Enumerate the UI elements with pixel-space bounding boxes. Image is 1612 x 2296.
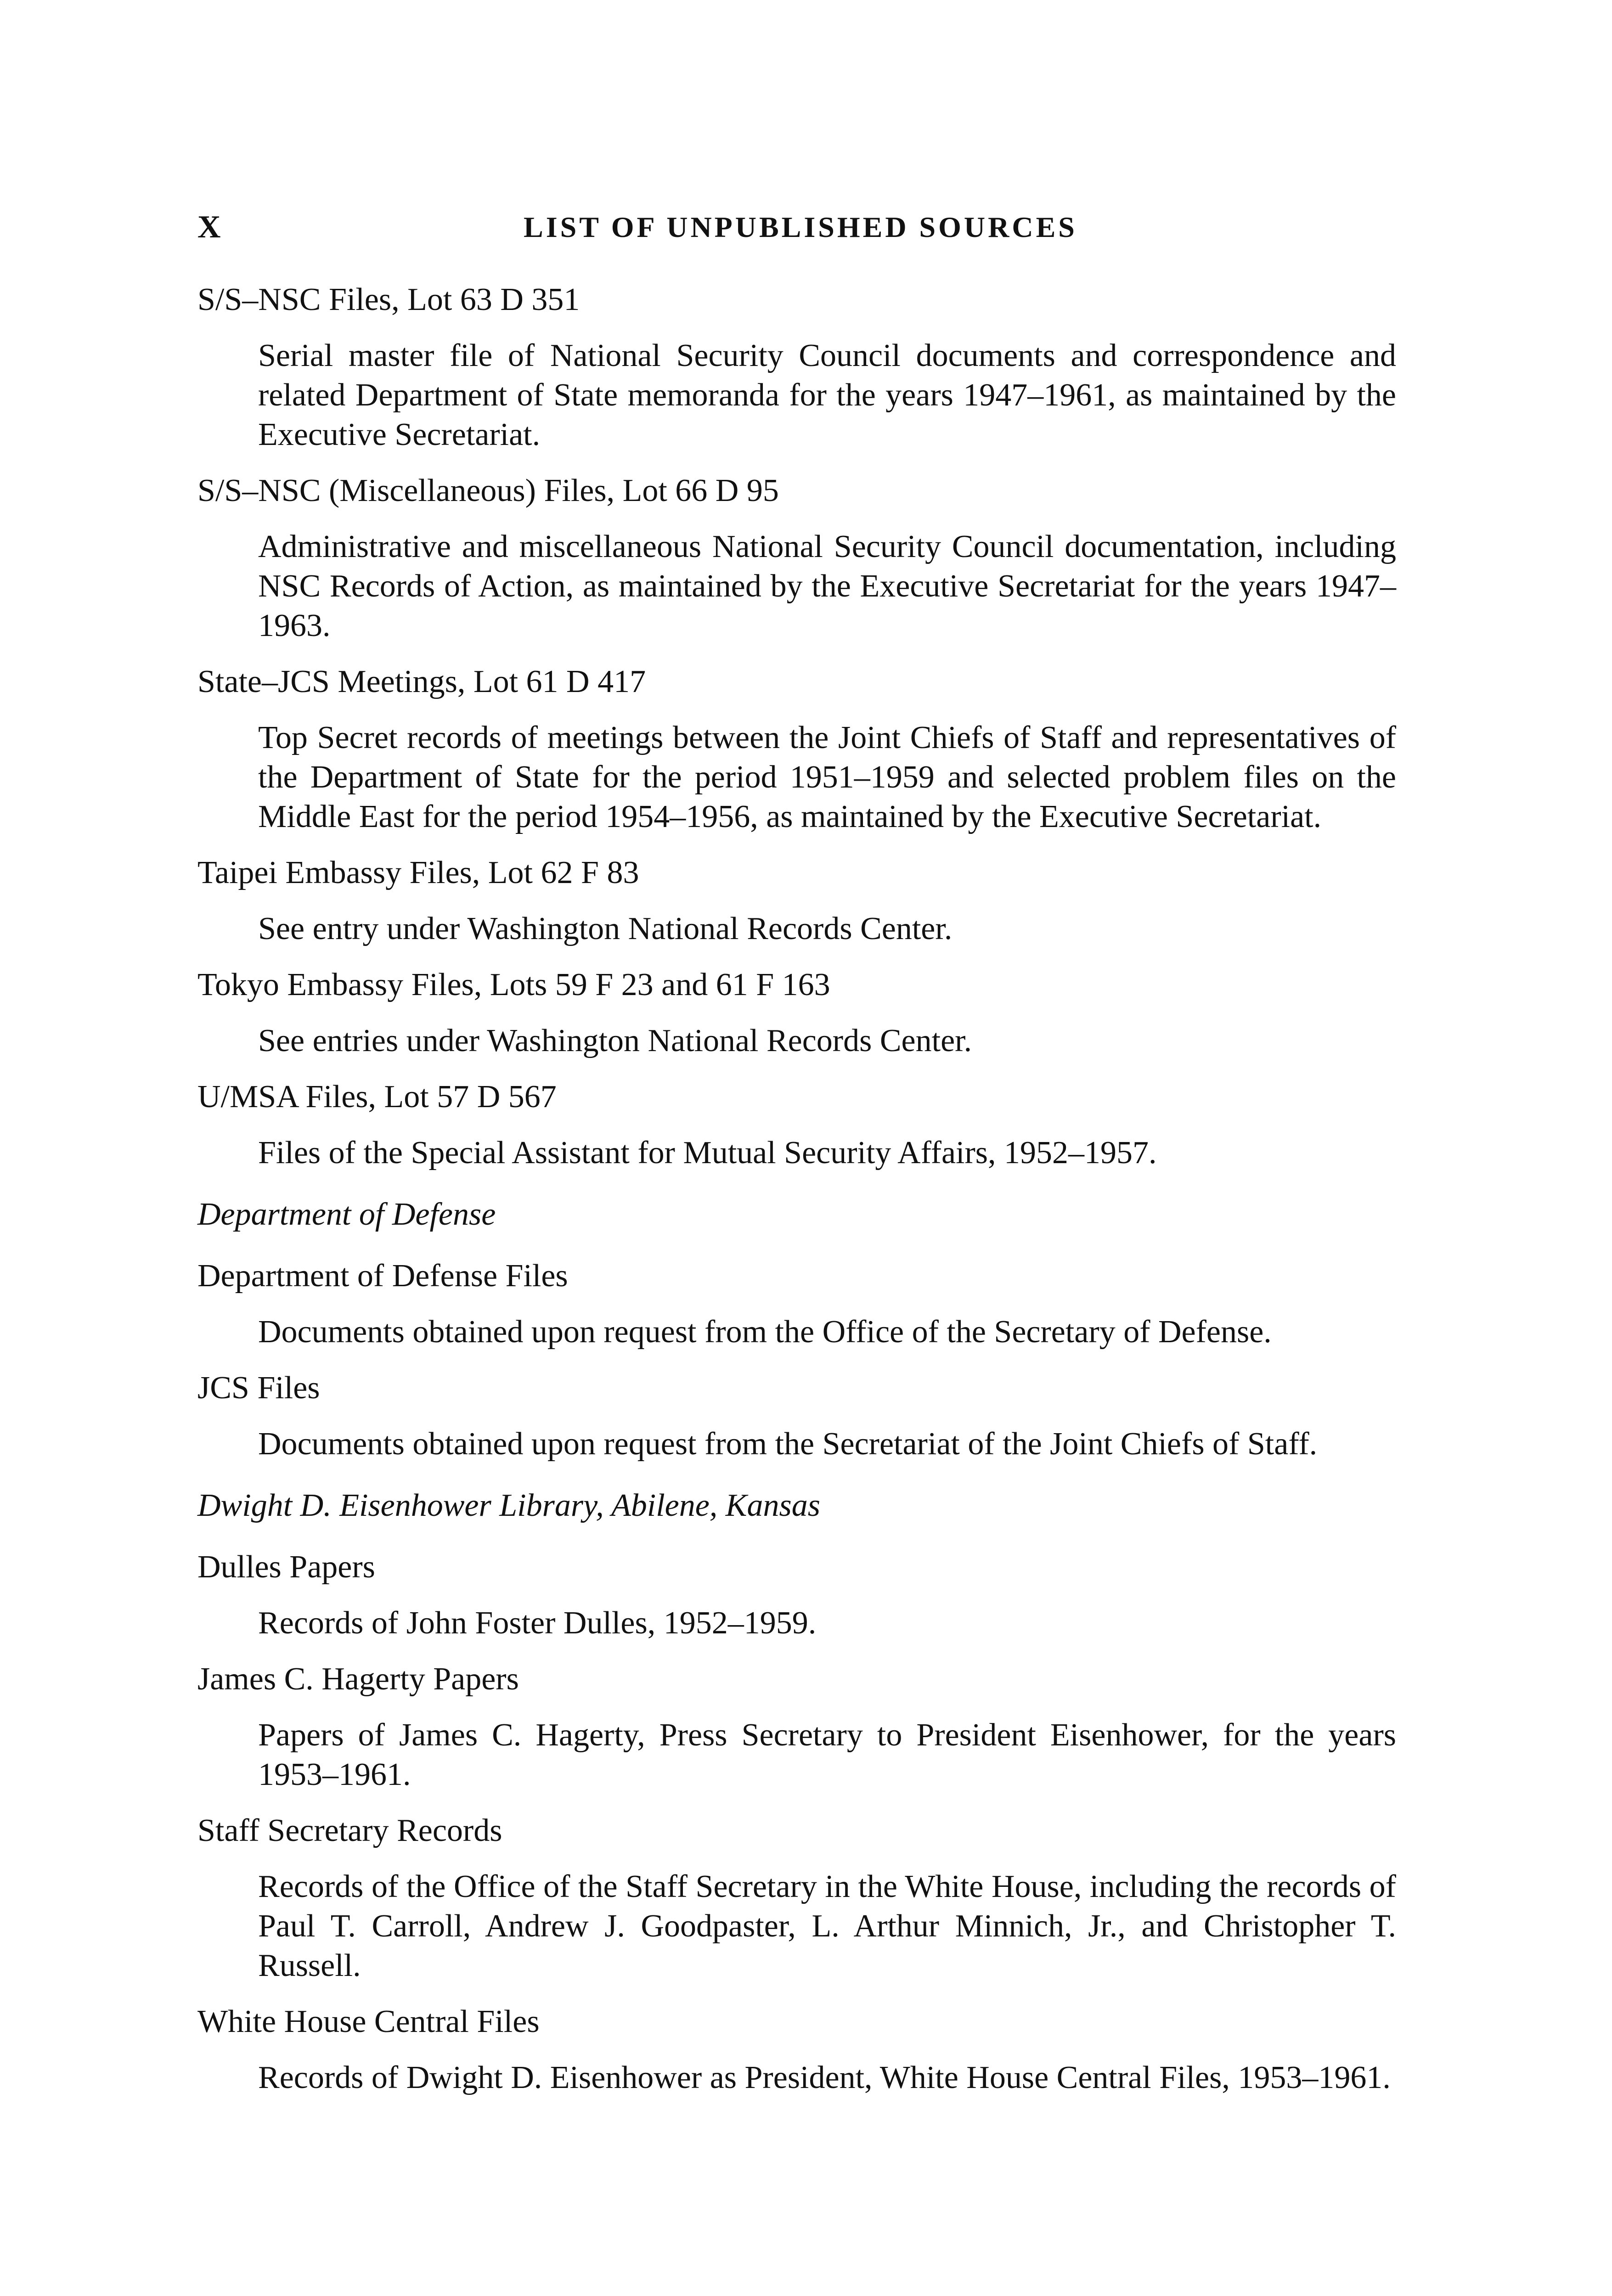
source-entry xyxy=(197,2002,1396,2098)
entry-title: James C. Hagerty Papers xyxy=(197,1661,519,1697)
source-entry xyxy=(197,1256,1396,1352)
entry-title: JCS Files xyxy=(197,1370,320,1406)
entry-title: Dulles Papers xyxy=(197,1549,375,1585)
entry-description: Records of the Office of the Staff Secretary in the White House, including the records of Paul T. Carroll, Andrew J. Goodpaster, L. Arthur Minnich, Jr., and Christopher T. Russell. xyxy=(258,1869,1396,1983)
entry-description: Documents obtained upon request from the Office of the Secretary of Defense. xyxy=(258,1314,1272,1350)
source-entry xyxy=(197,1660,1396,1795)
source-entry xyxy=(197,662,1396,837)
entry-description: Top Secret records of meetings between the Joint Chiefs of Staff and representatives of the Department of State for the period 1951–1959 and selected problem files on the Middle East for the period 1954–1956, as maintained by the Executive Secretariat. xyxy=(258,720,1396,834)
entry-title: Staff Secretary Records xyxy=(197,1813,502,1848)
entry-description: Documents obtained upon request from the Secretariat of the Joint Chiefs of Staff. xyxy=(258,1426,1318,1462)
section-heading-defense: Department of Defense xyxy=(197,1197,496,1232)
entry-description: Records of John Foster Dulles, 1952–1959. xyxy=(258,1605,817,1641)
entry-title: U/MSA Files, Lot 57 D 567 xyxy=(197,1079,557,1114)
entry-title: State–JCS Meetings, Lot 61 D 417 xyxy=(197,664,646,699)
page-number: X xyxy=(197,209,221,245)
source-entry xyxy=(197,1548,1396,1643)
entry-description: Administrative and miscellaneous National Security Council documentation, including NSC Records of Action, as maintained by the Executive Secretariat for the years 1947–1963. xyxy=(258,529,1396,643)
page-body xyxy=(197,280,1396,2098)
source-entry xyxy=(197,1368,1396,1464)
entry-description: Files of the Special Assistant for Mutual Security Affairs, 1952–1957. xyxy=(258,1135,1157,1171)
source-entry xyxy=(197,280,1396,455)
entry-description: Records of Dwight D. Eisenhower as President, White House Central Files, 1953–1961. xyxy=(258,2060,1391,2095)
source-entry xyxy=(197,1077,1396,1173)
entry-title: White House Central Files xyxy=(197,2004,540,2039)
entry-description: Papers of James C. Hagerty, Press Secretary to President Eisenhower, for the years 1953–1961. xyxy=(258,1717,1396,1792)
entry-description: Serial master file of National Security Council documents and correspondence and related Department of State memoranda for the years 1947–1961, as maintained by the Executive Secretariat. xyxy=(258,338,1396,452)
entry-title: Tokyo Embassy Files, Lots 59 F 23 and 61 F 163 xyxy=(197,967,830,1002)
page-header xyxy=(193,209,1405,246)
source-entry xyxy=(197,1811,1396,1986)
source-entry xyxy=(197,471,1396,646)
entry-description: See entry under Washington National Records Center. xyxy=(258,911,953,946)
section-heading-eisenhower-library: Dwight D. Eisenhower Library, Abilene, Kansas xyxy=(197,1488,820,1523)
entry-title: Department of Defense Files xyxy=(197,1258,568,1294)
entry-title: S/S–NSC (Miscellaneous) Files, Lot 66 D 95 xyxy=(197,473,779,508)
entry-title: S/S–NSC Files, Lot 63 D 351 xyxy=(197,282,580,317)
entry-title: Taipei Embassy Files, Lot 62 F 83 xyxy=(197,855,639,890)
running-title: LIST OF UNPUBLISHED SOURCES xyxy=(524,211,1077,243)
source-entry xyxy=(197,965,1396,1061)
entry-description: See entries under Washington National Records Center. xyxy=(258,1023,972,1058)
source-entry xyxy=(197,853,1396,949)
